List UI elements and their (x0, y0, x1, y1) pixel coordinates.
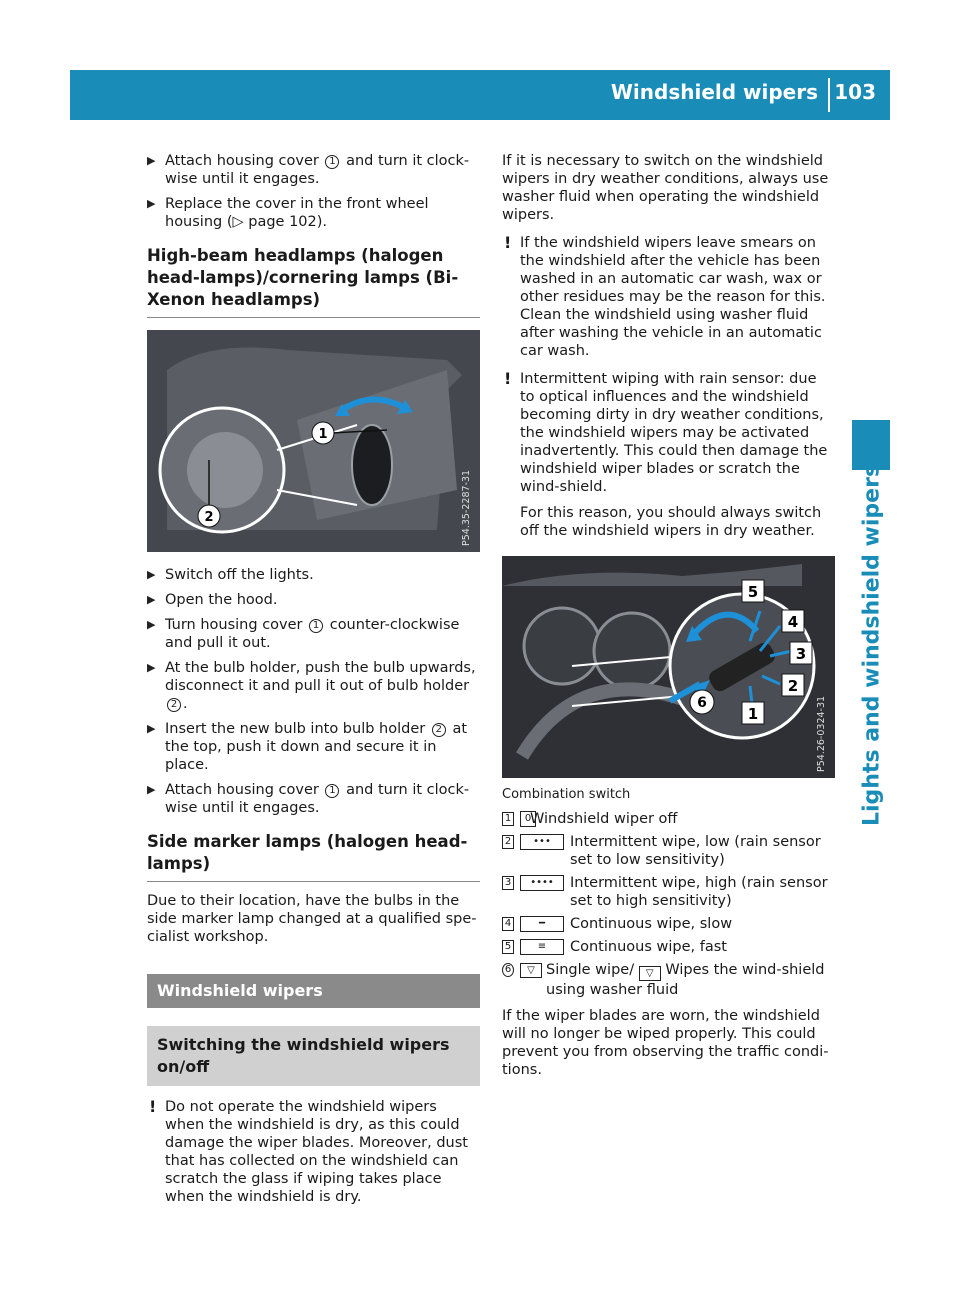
note-smears (502, 234, 835, 360)
step-text: Turn housing cover (165, 617, 303, 633)
callout-2: 2 (167, 698, 181, 712)
legend-text: Wipes the wind-shield using washer fluid (546, 962, 825, 998)
right-column (502, 152, 835, 1089)
legend-key: 3 (502, 876, 514, 890)
legend-key: 2 (502, 835, 514, 849)
single-wipe-icon: ▽ (520, 963, 542, 978)
intermittent-high-icon: •••• (520, 875, 564, 891)
legend-item (502, 810, 835, 828)
step-switch-off (147, 566, 480, 584)
step-text: at the top, push it down and secure it in place. (165, 721, 468, 773)
switch-label-6-text: 6 (697, 695, 707, 711)
side-marker-text: Due to their location, have the bulbs in the side marker lamp changed at a qualified spe-cialist workshop. (147, 893, 477, 945)
switch-label-3-text: 3 (795, 645, 807, 663)
legend-text: Continuous wipe, slow (570, 916, 733, 932)
switch-label-1 (742, 702, 764, 724)
chapter-tab (850, 463, 894, 827)
intermittent-low-icon: ••• (520, 834, 564, 850)
legend-text: Single wipe/ (546, 962, 635, 978)
figure-callout-2: 2 (204, 510, 214, 525)
step-open-hood (147, 591, 480, 609)
warning-icon: ! (504, 233, 512, 252)
figure-code: P54.26-0324-31 (816, 695, 827, 772)
note-text-continued: For this reason, you should always switch off the windshield wipers in dry weather. (520, 505, 822, 539)
heading-side-marker: Side marker lamps (halogen head-lamps) (147, 831, 480, 882)
legend-key: 6 (502, 963, 514, 977)
continuous-fast-icon: ≡ (520, 939, 564, 955)
switch-label-2 (782, 674, 804, 696)
step-attach-cover-2 (147, 781, 480, 817)
callout-2: 2 (432, 723, 446, 737)
step-bulb-holder (147, 659, 480, 713)
legend-key: 5 (502, 940, 514, 954)
figure-callout-1: 1 (318, 427, 328, 442)
chapter-tab-label: Lights and windshield wipers (859, 463, 885, 827)
switch-label-3 (790, 642, 812, 664)
headlamp-figure (147, 330, 480, 552)
legend-item (502, 938, 835, 956)
step-text: At the bulb holder, push the bulb upwards, disconnect it and pull it out of bulb holder (165, 660, 476, 694)
step-text: Attach housing cover (165, 782, 319, 798)
callout-1: 1 (309, 619, 323, 633)
heading-high-beam: High-beam headlamps (halogen head-lamps)/cornering lamps (Bi-Xenon headlamps) (147, 245, 480, 318)
section-title-bar: Windshield wipers (147, 974, 480, 1008)
wiper-off-icon: 0 (520, 811, 536, 827)
subsection-title-bar: Switching the windshield wipers on/off (147, 1026, 480, 1086)
note-text: If the windshield wipers leave smears on the windshield after the vehicle has been washed in an automatic car wash, wax or other residues may be the reason for this. Clean the windshield using washer fluid after washing the vehicle in an automatic car wash. (520, 235, 826, 359)
step-insert-bulb (147, 720, 480, 774)
step-text: and turn it clock-wise until it engages. (165, 153, 470, 187)
page-number: 103 (834, 80, 876, 104)
step-text: Insert the new bulb into bulb holder (165, 721, 426, 737)
combination-switch-illustration (502, 556, 835, 778)
step-text: Open the hood. (165, 592, 278, 608)
step-turn-cover (147, 616, 480, 652)
intro-text: If it is necessary to switch on the windshield wipers in dry weather conditions, always use washer fluid when operating the windshield wipers. (502, 153, 829, 223)
switch-label-5 (742, 580, 764, 602)
step-text: Attach housing cover (165, 153, 319, 169)
note-text: Intermittent wiping with rain sensor: due to optical influences and the windshield becoming dirty in dry weather conditions, the windshield wipers may be activated inadvertently. This could then damage the windshield wiper blades or scratch the wind-shield. (520, 371, 828, 495)
switch-label-4 (782, 610, 804, 632)
legend-item (502, 874, 835, 910)
warning-icon: ! (504, 369, 512, 388)
step-text: Switch off the lights. (165, 567, 314, 583)
legend-key: 1 (502, 812, 514, 826)
header-title: Windshield wipers (610, 80, 818, 104)
page-header (70, 70, 890, 120)
warning-icon: ! (149, 1097, 157, 1116)
washer-fluid-icon: ▽ (639, 966, 661, 981)
worn-blades-text: If the wiper blades are worn, the windshield will no longer be wiped properly. This could prevent you from observing the traffic condi-tions. (502, 1008, 829, 1078)
switch-label-1-text: 1 (747, 705, 759, 723)
step-text: Replace the cover in the front wheel housing (▷ page 102). (165, 196, 429, 230)
legend-text: Continuous wipe, fast (570, 939, 727, 955)
callout-1: 1 (325, 784, 339, 798)
step-replace-cover (147, 195, 480, 231)
legend-text: Intermittent wipe, low (rain sensor set to low sensitivity) (570, 834, 821, 868)
legend-text: Windshield wiper off (530, 811, 678, 827)
note-rain-sensor (502, 370, 835, 540)
note-dry-windshield (147, 1098, 480, 1206)
figure-caption: Combination switch (502, 787, 631, 802)
legend-key: 4 (502, 917, 514, 931)
left-column (147, 152, 480, 1216)
step-text: and turn it clock-wise until it engages. (165, 782, 470, 816)
headlamp-illustration (147, 330, 480, 552)
switch-label-6 (690, 690, 714, 714)
switch-label-5-text: 5 (747, 583, 759, 601)
legend-item (502, 961, 835, 999)
header-divider (828, 78, 830, 112)
callout-1: 1 (325, 155, 339, 169)
figure-code: P54.35-2287-31 (461, 469, 472, 546)
switch-label-2-text: 2 (787, 677, 799, 695)
legend-item (502, 833, 835, 869)
step-text: . (183, 696, 188, 712)
chapter-tab-marker (852, 420, 890, 470)
combination-switch-figure (502, 556, 835, 778)
legend-item (502, 915, 835, 933)
switch-label-4-text: 4 (787, 613, 799, 631)
step-attach-cover (147, 152, 480, 188)
note-text: Do not operate the windshield wipers when the windshield is dry, as this could damage the wiper blades. Moreover, dust that has collected on the windshield can scratch the glass if wiping takes place when the windshield is dry. (165, 1099, 468, 1205)
step-text: counter-clockwise and pull it out. (165, 617, 460, 651)
legend-text: Intermittent wipe, high (rain sensor set to high sensitivity) (570, 875, 828, 909)
continuous-slow-icon: ━ (520, 916, 564, 932)
